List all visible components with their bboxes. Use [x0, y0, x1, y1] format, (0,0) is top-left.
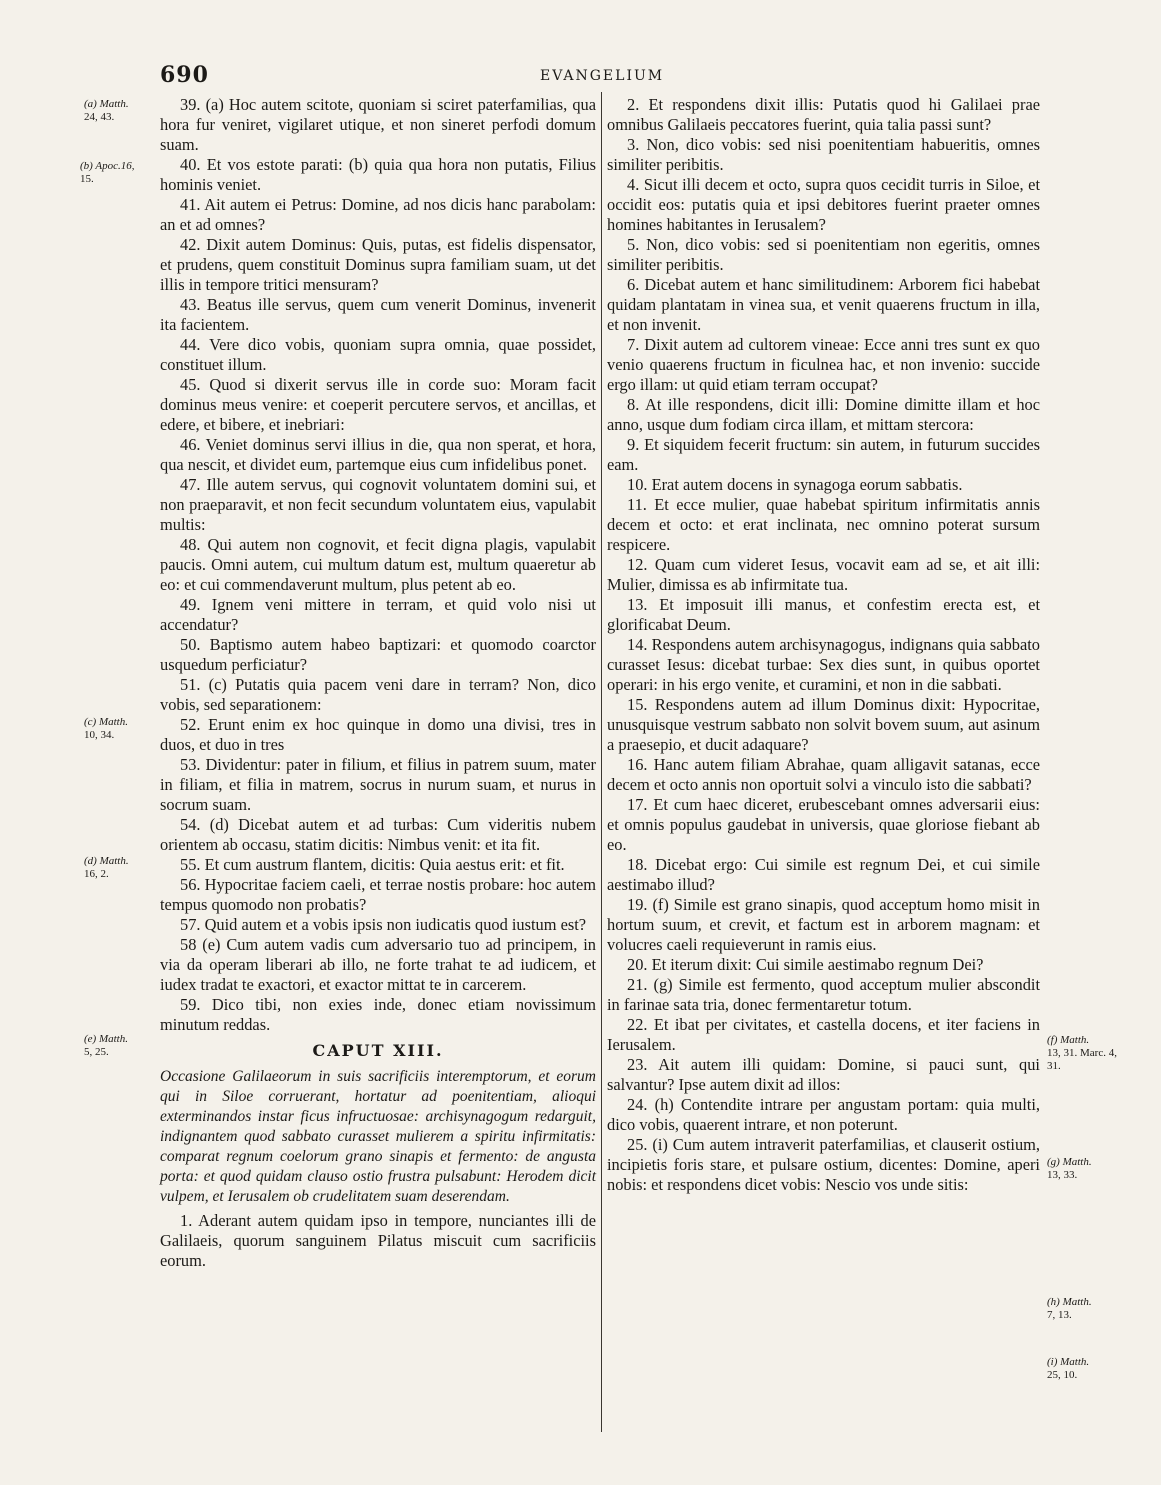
verse: 6. Dicebat autem et hanc similitudinem: Arborem fici habebat quidam plantatam in vinea sua, et venit quaerens fructum in illa, et non invenit.	[607, 275, 1040, 334]
right-column	[607, 95, 1040, 1195]
margin-note-e: (e) Matth. 5, 25.	[84, 1033, 128, 1058]
margin-note-h: (h) Matth. 7, 13.	[1047, 1296, 1092, 1321]
verse: 11. Et ecce mulier, quae habebat spiritum infirmitatis annis decem et octo: et erat inclinata, nec omnino poterat sursum respicere.	[607, 495, 1040, 554]
chapter-summary: Occasione Galilaeorum in suis sacrificiis interemptorum, et eorum qui in Siloe corruerant, hortatur ad poenitentiam, alioqui exterminandos instar ficus infructuosae: archisynagogum redarguit, indignantem quod sabbato curasset mulierem a spiritu infirmitatis: comparat regnum coelorum grano sinapis et fermento: de angusta porta: et quod quidam clauso ostio frustra pulsabunt: Herodem dicit vulpem, et Ierusalem ob crudelitatem suam deserendam.	[160, 1068, 596, 1205]
verse: 46. Veniet dominus servi illius in die, qua non sperat, et hora, qua nescit, et dividet eum, partemque eius cum infidelibus ponet.	[160, 435, 596, 474]
margin-note-a: (a) Matth. 24, 43.	[84, 98, 129, 123]
verse: 19. (f) Simile est grano sinapis, quod acceptum homo misit in hortum suum, et crevit, et factum est in arborem magnam: et volucres caeli requieverunt in ramis eius.	[607, 895, 1040, 954]
verse: 55. Et cum austrum flantem, dicitis: Quia aestus erit: et fit.	[180, 855, 565, 874]
verse: 25. (i) Cum autem intraverit paterfamilias, et clauserit ostium, incipietis foris stare, et pulsare ostium, dicentes: Domine, aperi nobis: et respondens dicet vobis: Nescio vos unde sitis:	[607, 1135, 1040, 1194]
verse: 52. Erunt enim ex hoc quinque in domo una divisi, tres in duos, et duo in tres	[160, 715, 596, 754]
verse: 22. Et ibat per civitates, et castella docens, et iter faciens in Ierusalem.	[607, 1015, 1040, 1054]
verse: 12. Quam cum videret Iesus, vocavit eam ad se, et ait illi: Mulier, dimissa es ab infirmitate tua.	[607, 555, 1040, 594]
left-verses-b	[160, 1211, 596, 1271]
margin-note-b: (b) Apoc.16, 15.	[80, 160, 135, 185]
chapter-heading: CAPUT XIII.	[312, 1041, 444, 1060]
verse: 15. Respondens autem ad illum Dominus dixit: Hypocritae, unusquisque vestrum sabbato non solvit bovem suum, aut asinum a praesepio, et ducit adaquare?	[607, 695, 1040, 754]
verse: 59. Dico tibi, non exies inde, donec etiam novissimum minutum reddas.	[160, 995, 596, 1034]
running-title: EVANGELIUM	[540, 68, 665, 84]
verse: 21. (g) Simile est fermento, quod acceptum mulier abscondit in farinae sata tria, donec fermentaretur totum.	[607, 975, 1040, 1014]
verse: 56. Hypocritae faciem caeli, et terrae nostis probare: hoc autem tempus quomodo non probatis?	[160, 875, 596, 914]
verse: 2. Et respondens dixit illis: Putatis quod hi Galilaei prae omnibus Galilaeis peccatores fuerint, quia talia passi sunt?	[607, 95, 1040, 134]
verse: 58 (e) Cum autem vadis cum adversario tuo ad principem, in via da operam liberari ab illo, ne forte trahat te ad iudicem, et iudex tradat te exactori, et exactor mittat te in carcerem.	[160, 935, 596, 994]
verse: 51. (c) Putatis quia pacem veni dare in terram? Non, dico vobis, sed separationem:	[160, 675, 596, 714]
verse: 3. Non, dico vobis: sed nisi poenitentiam habueritis, omnes similiter peribitis.	[607, 135, 1040, 174]
verse: 20. Et iterum dixit: Cui simile aestimabo regnum Dei?	[627, 955, 984, 974]
verse: 57. Quid autem et a vobis ipsis non iudicatis quod iustum est?	[180, 915, 587, 934]
verse: 8. At ille respondens, dicit illi: Domine dimitte illam et hoc anno, usque dum fodiam circa illam, et mittam stercora:	[607, 395, 1040, 434]
verse: 50. Baptismo autem habeo baptizari: et quomodo coarctor usquedum perficiatur?	[160, 635, 596, 674]
verse: 39. (a) Hoc autem scitote, quoniam si sciret paterfamilias, qua hora fur veniret, vigilaret utique, et non sineret perfodi domum suam.	[160, 95, 596, 154]
left-verses-a	[160, 95, 596, 1035]
verse: 17. Et cum haec diceret, erubescebant omnes adversarii eius: et omnis populus gaudebat in universis, quae gloriose fiebant ab eo.	[607, 795, 1040, 854]
verse: 54. (d) Dicebat autem et ad turbas: Cum videritis nubem orientem ab occasu, statim dicitis: Nimbus venit: et ita fit.	[160, 815, 596, 854]
verse: 7. Dixit autem ad cultorem vineae: Ecce anni tres sunt ex quo venio quaerens fructum in ficulnea hac, et non invenio: succide ergo illam: ut quid etiam terram occupat?	[607, 335, 1040, 394]
verse: 47. Ille autem servus, qui cognovit voluntatem domini sui, et non praeparavit, et non fecit secundum voluntatem eius, vapulabit multis:	[160, 475, 596, 534]
column-divider	[601, 92, 602, 1432]
verse: 45. Quod si dixerit servus ille in corde suo: Moram facit dominus meus venire: et coeperit percutere servos, et ancillas, et edere, et bibere, et inebriari:	[160, 375, 596, 434]
verse: 43. Beatus ille servus, quem cum venerit Dominus, invenerit ita facientem.	[160, 295, 596, 334]
verse: 49. Ignem veni mittere in terram, et quid volo nisi ut accendatur?	[160, 595, 596, 634]
margin-note-d: (d) Matth. 16, 2.	[84, 855, 129, 880]
margin-note-i: (i) Matth. 25, 10.	[1047, 1356, 1090, 1381]
verse: 14. Respondens autem archisynagogus, indignans quia sabbato curasset Iesus: dicebat turbae: Sex dies sunt, in quibus oportet operari: in his ergo venite, et curamini, et non in die sabbati.	[607, 635, 1040, 694]
verse: 13. Et imposuit illi manus, et confestim erecta est, et glorificabat Deum.	[607, 595, 1040, 634]
verse: 1. Aderant autem quidam ipso in tempore, nunciantes illi de Galilaeis, quorum sanguinem Pilatus miscuit cum sacrificiis eorum.	[160, 1211, 596, 1270]
verse: 42. Dixit autem Dominus: Quis, putas, est fidelis dispensator, et prudens, quem constituit Dominus supra familiam suam, ut det illis in tempore tritici mensuram?	[160, 235, 596, 294]
verse: 44. Vere dico vobis, quoniam supra omnia, quae possidet, constituet illum.	[160, 335, 596, 374]
verse: 24. (h) Contendite intrare per angustam portam: quia multi, dico vobis, quaerent intrare, et non poterunt.	[607, 1095, 1040, 1134]
right-verses	[607, 95, 1040, 1195]
verse: 4. Sicut illi decem et octo, supra quos cecidit turris in Siloe, et occidit eos: putatis quia et ipsi debitores fuerint praeter omnes homines habitantes in Ierusalem?	[607, 175, 1040, 234]
verse: 23. Ait autem illi quidam: Domine, si pauci sunt, qui salvantur? Ipse autem dixit ad illos:	[607, 1055, 1040, 1094]
verse: 9. Et siquidem fecerit fructum: sin autem, in futurum succides eam.	[607, 435, 1040, 474]
page-number: 690	[160, 62, 209, 88]
verse: 41. Ait autem ei Petrus: Domine, ad nos dicis hanc parabolam: an et ad omnes?	[160, 195, 596, 234]
left-column	[160, 95, 596, 1271]
verse: 53. Dividentur: pater in filium, et filius in patrem suum, mater in filiam, et filia in matrem, socrus in nurum suam, et nurus in socrum suam.	[160, 755, 596, 814]
verse: 40. Et vos estote parati: (b) quia qua hora non putatis, Filius hominis veniet.	[160, 155, 596, 194]
margin-note-c: (c) Matth. 10, 34.	[84, 716, 128, 741]
verse: 5. Non, dico vobis: sed si poenitentiam non egeritis, omnes similiter peribitis.	[607, 235, 1040, 274]
verse: 48. Qui autem non cognovit, et fecit digna plagis, vapulabit paucis. Omni autem, cui multum datum est, multum quaeretur ab eo: et cui commendaverunt multum, plus petent ab eo.	[160, 535, 596, 594]
verse: 18. Dicebat ergo: Cui simile est regnum Dei, et cui simile aestimabo illud?	[607, 855, 1040, 894]
margin-note-g: (g) Matth. 13, 33.	[1047, 1156, 1092, 1181]
verse: 16. Hanc autem filiam Abrahae, quam alligavit satanas, ecce decem et octo annis non oportuit solvi a vinculo isto die sabbati?	[607, 755, 1040, 794]
verse: 10. Erat autem docens in synagoga eorum sabbatis.	[627, 475, 963, 494]
margin-note-f: (f) Matth. 13, 31. Marc. 4, 31.	[1047, 1034, 1117, 1072]
